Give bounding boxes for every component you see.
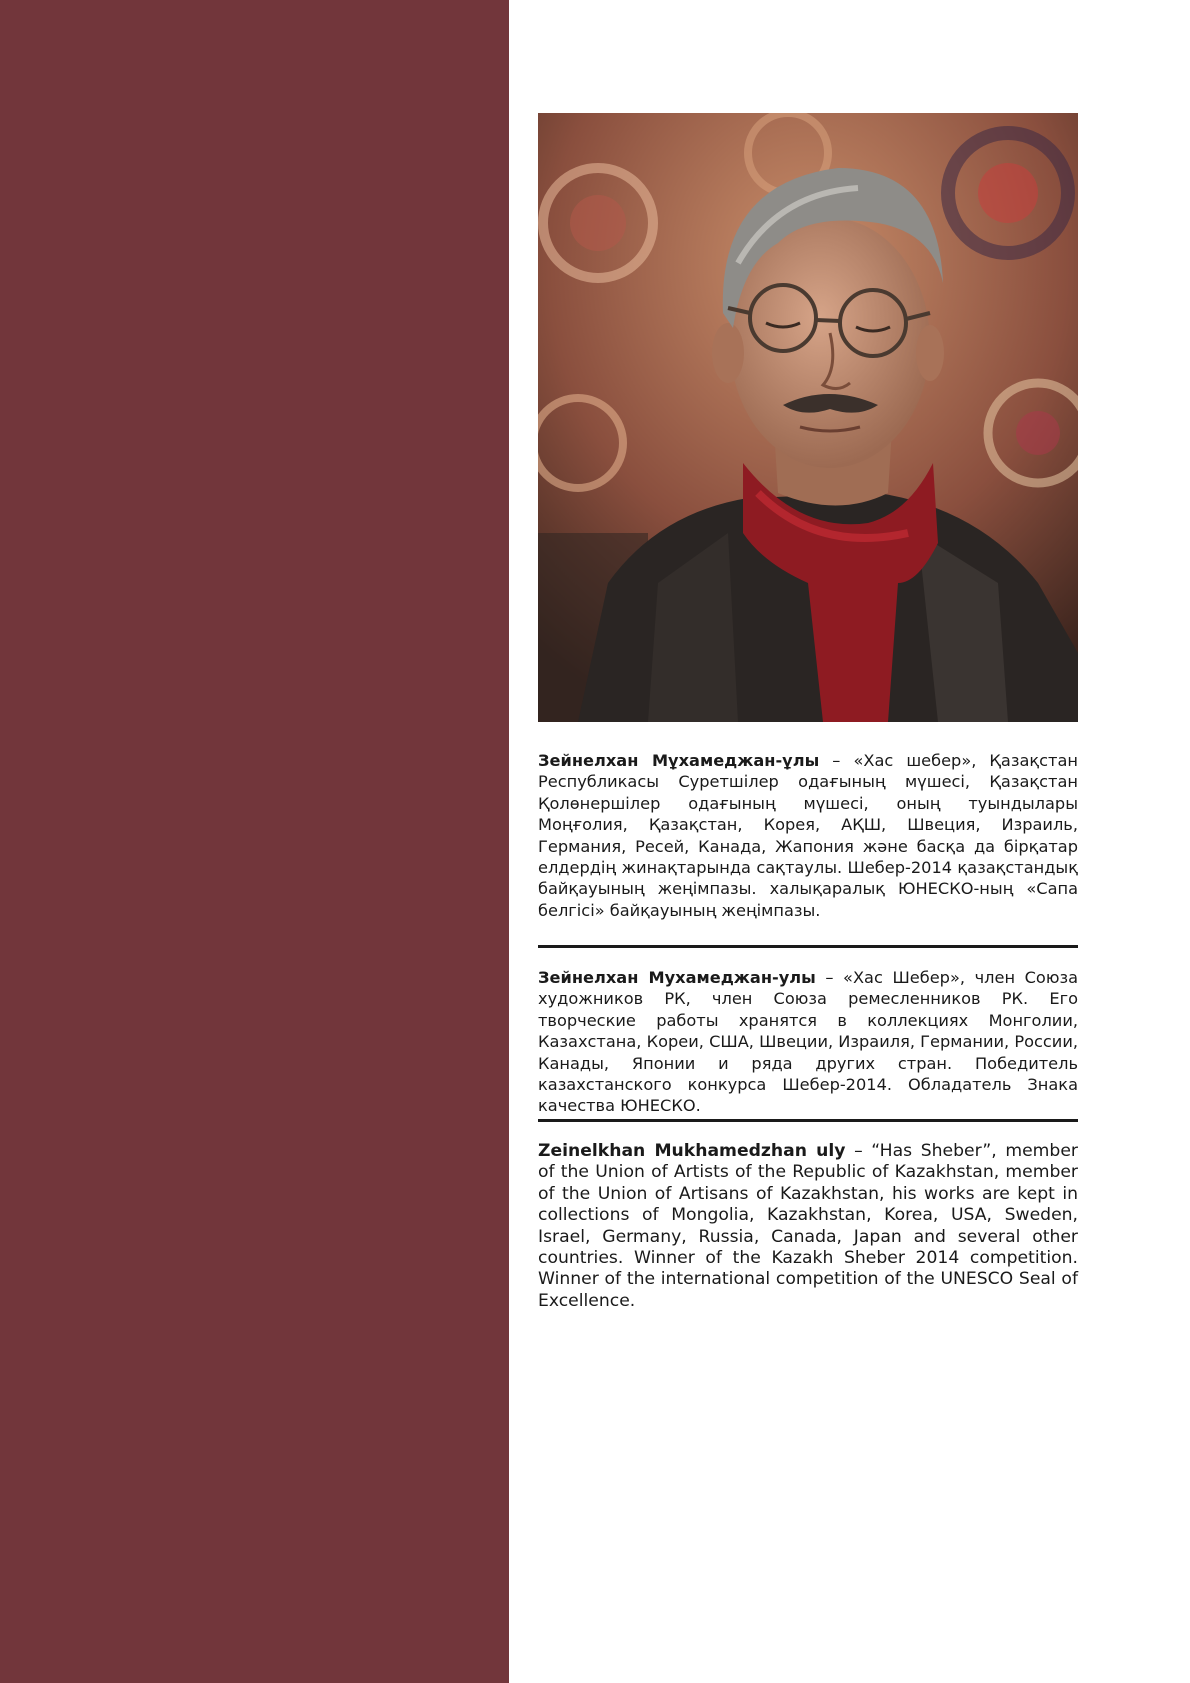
section-divider bbox=[538, 1119, 1078, 1122]
biography-english-text: – “Has Sheber”, member of the Union of Artists of the Republic of Kazakhstan, member of the Union of Artisans of Kazakhstan, his works are kept in collections of Mongolia, Kazakhstan, Korea, USA, Sweden, Israel, Germany, Russia, Canada, Japan and several other countries. Winner of the Kazakh Sheber 2014 competition. Winner of the international competition of the UNESCO Seal of Excellence. bbox=[538, 1141, 1078, 1311]
section-divider bbox=[538, 945, 1078, 948]
artist-name-russian: Зейнелхан Мухамеджан-улы bbox=[538, 968, 816, 987]
biography-english bbox=[538, 1141, 1078, 1312]
portrait-illustration bbox=[538, 113, 1078, 722]
artist-name-english: Zeinelkhan Mukhamedzhan uly bbox=[538, 1141, 846, 1161]
side-color-panel bbox=[0, 0, 509, 1683]
biography-russian bbox=[538, 967, 1078, 1117]
biography-kazakh bbox=[538, 750, 1078, 921]
biography-russian-text: – «Хас Шебер», член Союза художников РК, член Союза ремесленников РК. Его творческие работы хранятся в коллекциях Монголии, Казахстана, Кореи, США, Швеции, Израиля, Германии, России, Канады, Японии и ряда других стран. Победитель казахстанского конкурса Шебер-2014. Обладатель Знака качества ЮНЕСКО. bbox=[538, 968, 1078, 1116]
artist-name-kazakh: Зейнелхан Мұхамеджан-ұлы bbox=[538, 751, 820, 770]
biography-kazakh-text: – «Хас шебер», Қазақстан Республикасы Суретшілер одағының мүшесі, Қазақстан Қолөнершілер одағының мүшесі, оның туындылары Моңғолия, Қазақстан, Корея, АҚШ, Швеция, Израиль, Германия, Ресей, Канада, Жапония және басқа да бірқатар елдердің жинақтарында сақтаулы. Шебер-2014 қазақстандық байқауының жеңімпазы. халықаралық ЮНЕСКО-ның «Сапа белгісі» байқауының жеңімпазы. bbox=[538, 751, 1078, 920]
portrait-photo bbox=[538, 113, 1078, 722]
